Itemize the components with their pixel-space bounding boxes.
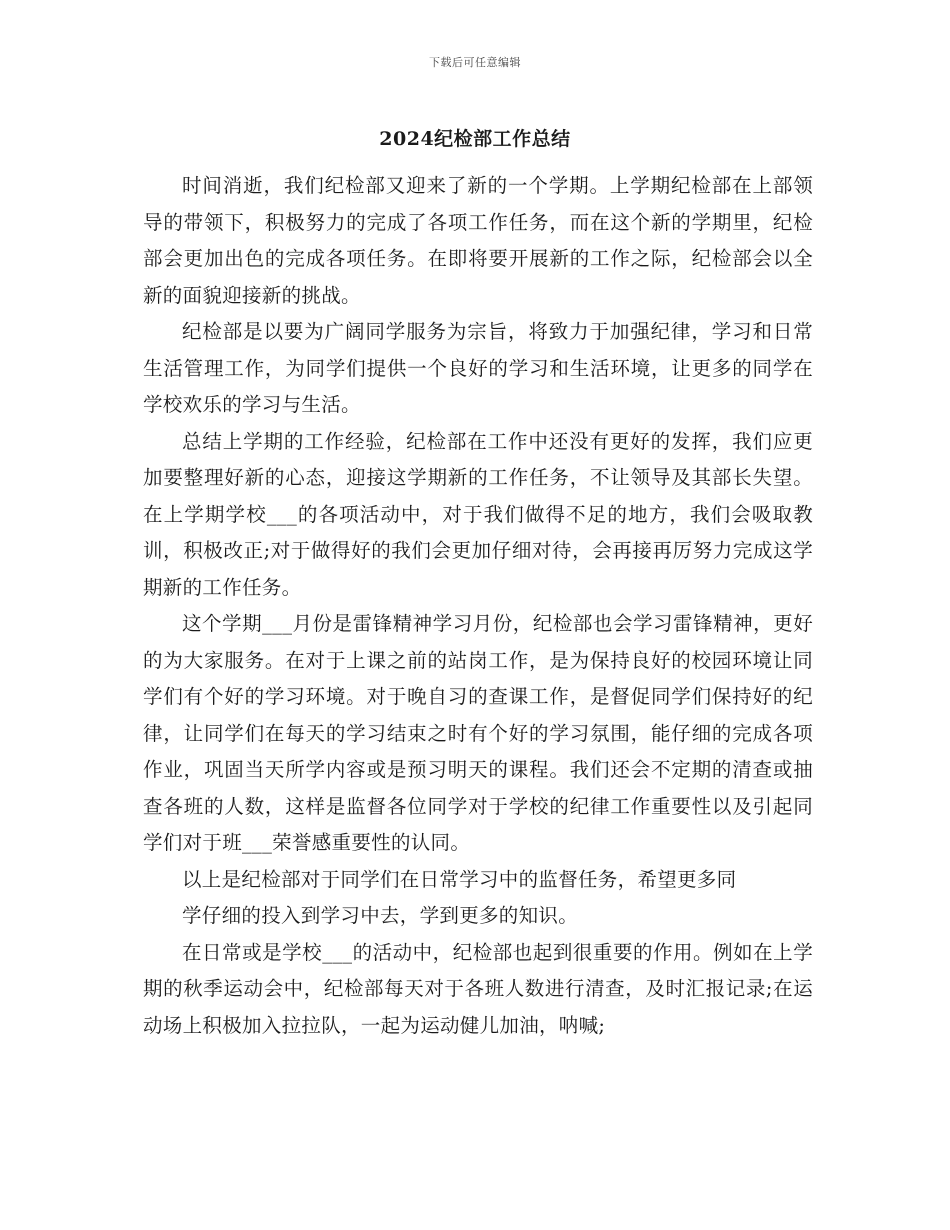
header-note: 下载后可任意编辑 xyxy=(429,56,521,69)
document-body xyxy=(143,168,813,1044)
paragraph: 时间消逝，我们纪检部又迎来了新的一个学期。上学期纪检部在上部领导的带领下，积极努力的完成了各项工作任务，而在这个新的学期里，纪检部会更加出色的完成各项任务。在即将要开展新的工作之际，纪检部会以全新的面貌迎接新的挑战。 xyxy=(143,174,813,307)
paragraph: 总结上学期的工作经验，纪检部在工作中还没有更好的发挥，我们应更加要整理好新的心态，迎接这学期新的工作任务，不让领导及其部长失望。在上学期学校___的各项活动中，对于我们做得不足的地方，我们会吸取教训，积极改正;对于做得好的我们会更加仔细对待，会再接再厉努力完成这学期新的工作任务。 xyxy=(143,429,813,599)
document-title: 2024纪检部工作总结 xyxy=(379,128,571,150)
paragraph: 以上是纪检部对于同学们在日常学习中的监督任务，希望更多同 xyxy=(182,867,737,891)
paragraph-continuation: 学仔细的投入到学习中去，学到更多的知识。 xyxy=(182,904,579,927)
paragraph: 在日常或是学校___的活动中，纪检部也起到很重要的作用。例如在上学期的秋季运动会中，纪检部每天对于各班人数进行清查，及时汇报记录;在运动场上积极加入拉拉队，一起为运动健儿加油，呐喊; xyxy=(143,940,813,1037)
paragraph: 纪检部是以要为广阔同学服务为宗旨，将致力于加强纪律，学习和日常生活管理工作，为同学们提供一个良好的学习和生活环境，让更多的同学在学校欢乐的学习与生活。 xyxy=(143,320,813,416)
paragraph: 这个学期___月份是雷锋精神学习月份，纪检部也会学习雷锋精神，更好的为大家服务。在对于上课之前的站岗工作，是为保持良好的校园环境让同学们有个好的学习环境。对于晚自习的查课工作，是督促同学们保持好的纪律，让同学们在每天的学习结束之时有个好的学习氛围，能仔细的完成各项作业，巩固当天所学内容或是预习明天的课程。我们还会不定期的清查或抽查各班的人数，这样是监督各位同学对于学校的纪律工作重要性以及引起同学们对于班___荣誉感重要性的认同。 xyxy=(143,612,813,854)
